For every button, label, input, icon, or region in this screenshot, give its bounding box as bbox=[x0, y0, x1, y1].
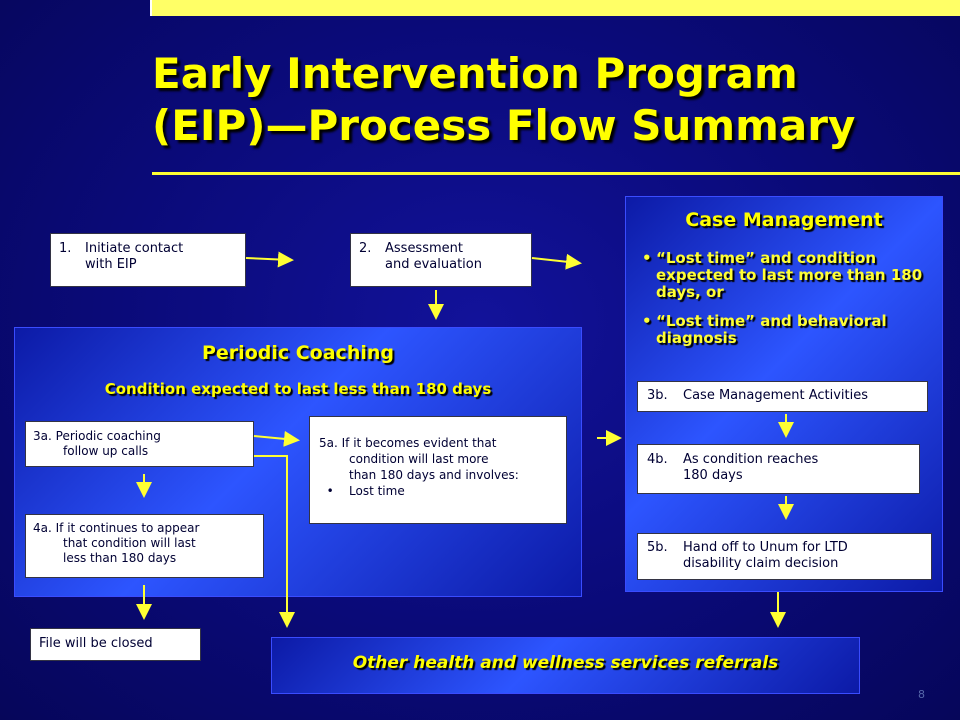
step-text: Case Management Activities bbox=[683, 388, 869, 403]
arrow-2-to-case bbox=[532, 258, 578, 263]
criteria-bullet: • “Lost time” and condition expected to last more than 180 days, or bbox=[636, 250, 936, 301]
step-text: than 180 days and involves: bbox=[349, 468, 519, 482]
periodic-coaching-subtitle: Condition expected to last less than 180 days bbox=[104, 380, 492, 398]
referrals-text: Other health and wellness services referrals bbox=[352, 653, 779, 673]
title-line-2: (EIP)—Process Flow Summary bbox=[152, 101, 856, 150]
step-text: 180 days bbox=[683, 468, 743, 483]
step-number: 5b. bbox=[647, 540, 668, 555]
step-number: 1. bbox=[59, 241, 72, 256]
step-text: As condition reaches bbox=[683, 452, 819, 467]
step-5a-box: 5a. If it becomes evident that condition will last more than 180 days and involves: • Lost time bbox=[309, 416, 567, 524]
step-number: 4a. bbox=[33, 521, 52, 535]
step-text: that condition will last bbox=[63, 536, 196, 550]
step-text: Initiate contact bbox=[85, 241, 184, 256]
step-text: follow up calls bbox=[63, 444, 149, 458]
step-text: less than 180 days bbox=[63, 551, 177, 565]
step-bullet: Lost time bbox=[349, 484, 405, 498]
file-closed-text: File will be closed bbox=[39, 636, 153, 651]
case-management-title: Case Management bbox=[685, 209, 883, 231]
step-text: Periodic coaching bbox=[55, 429, 161, 443]
step-text: with EIP bbox=[85, 257, 137, 272]
criteria-bullet: • “Lost time” and behavioral diagnosis bbox=[636, 313, 936, 347]
title-line-1: Early Intervention Program bbox=[152, 49, 798, 98]
step-text: If it becomes evident that bbox=[341, 436, 497, 450]
arrow-3a-to-referrals bbox=[254, 456, 287, 624]
step-text: If it continues to appear bbox=[55, 521, 200, 535]
step-text: and evaluation bbox=[385, 257, 482, 272]
step-number: 4b. bbox=[647, 452, 668, 467]
arrow-1-to-2 bbox=[246, 258, 290, 260]
step-text: Assessment bbox=[385, 241, 463, 256]
step-number: 5a. bbox=[319, 436, 338, 450]
periodic-coaching-title: Periodic Coaching bbox=[202, 342, 394, 364]
page-number: 8 bbox=[918, 688, 925, 701]
step-text: Hand off to Unum for LTD bbox=[683, 540, 848, 555]
step-number: 3b. bbox=[647, 388, 668, 403]
step-text: disability claim decision bbox=[683, 556, 839, 571]
arrow-3a-to-5a bbox=[254, 436, 296, 440]
step-text: condition will last more bbox=[349, 452, 489, 466]
step-number: 2. bbox=[359, 241, 372, 256]
step-number: 3a. bbox=[33, 429, 52, 443]
